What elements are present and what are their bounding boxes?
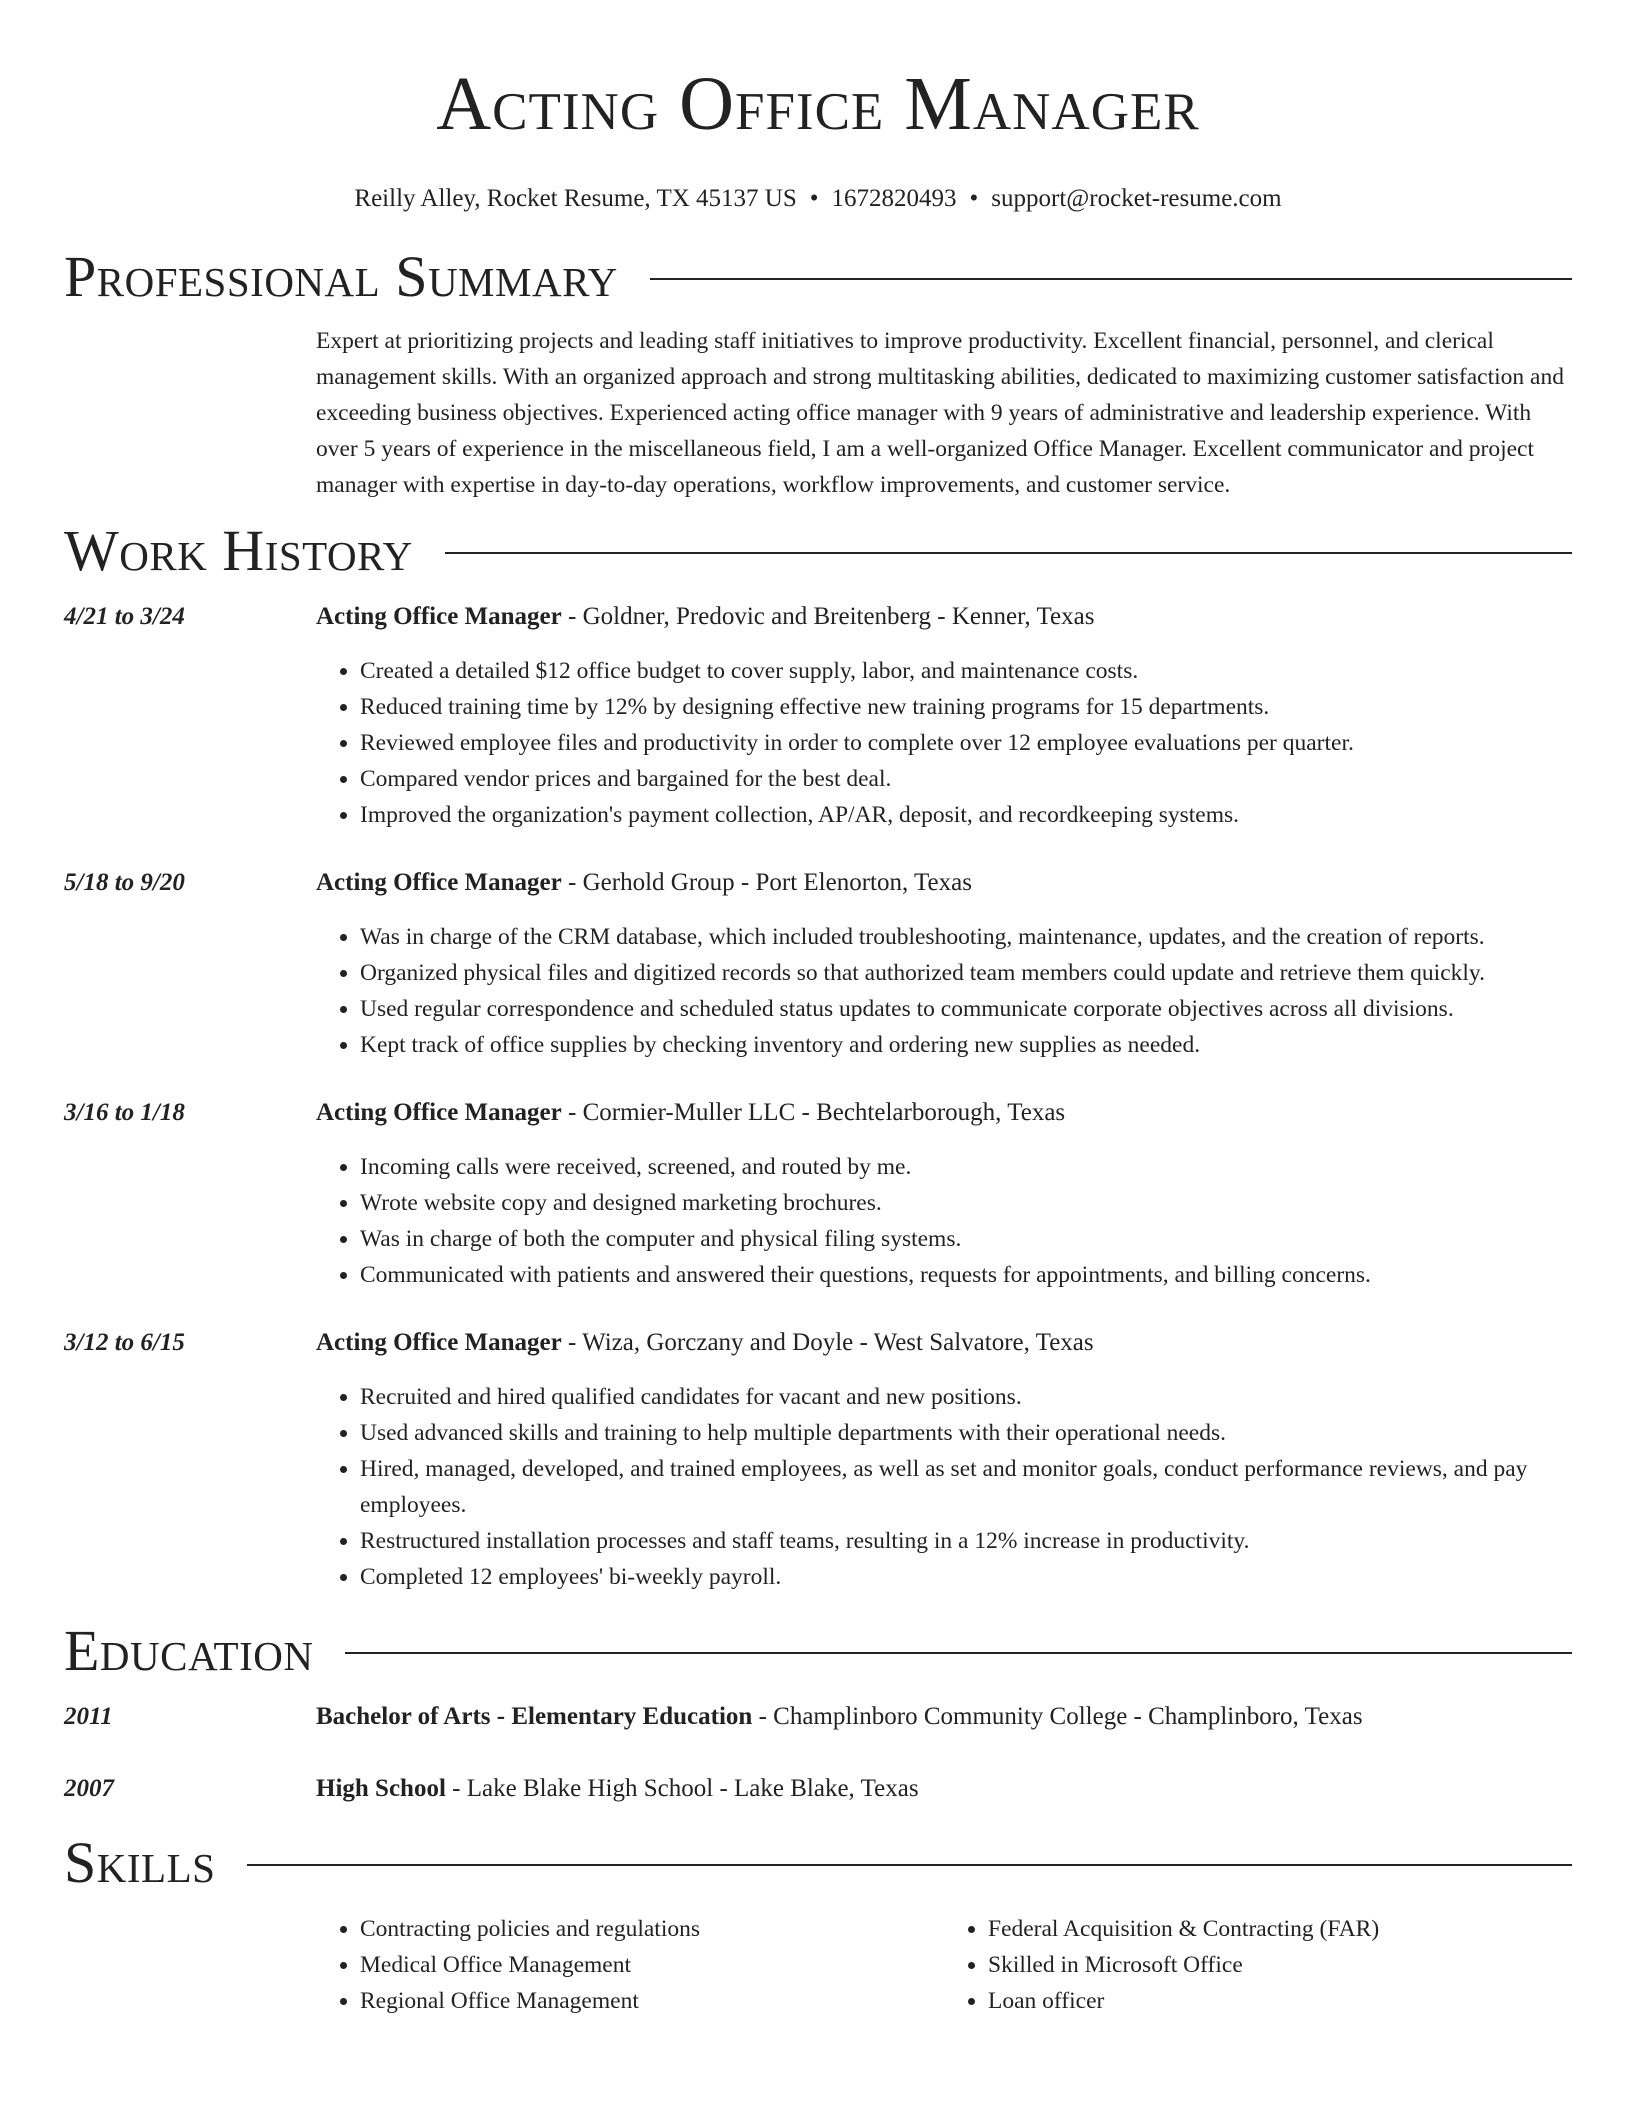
education-year: 2007 <box>64 1775 114 1802</box>
job-bullet: • Used regular correspondence and scheduled status updates to communicate corporate objectives across all divisions. <box>360 991 1572 1027</box>
education-degree: High School <box>316 1775 446 1802</box>
work-history-heading: Work History <box>64 518 413 583</box>
education-entry <box>64 1699 1572 1735</box>
job-details: - Gerhold Group - Port Elenorton, Texas <box>561 869 972 896</box>
skills-section-header <box>64 1831 1572 1895</box>
skill-item: • Loan officer <box>988 1983 1572 2019</box>
education-entry <box>64 1771 1572 1807</box>
job-entry <box>64 865 1572 1063</box>
summary-text: Expert at prioritizing projects and leading staff initiatives to improve productivity. Excellent financial, personnel, and clerical management skills. With an organized approach and strong multitasking abilities, dedicated to maximizing customer satisfaction and exceeding business objectives. Experienced acting office manager with 9 years of administrative and leadership experience. With over 5 years of experience in the miscellaneous field, I am a well-organized Office Manager. Excellent communicator and project manager with expertise in day-to-day operations, workflow improvements, and customer service. <box>316 328 1564 498</box>
job-header <box>316 1095 1572 1131</box>
job-bullet: • Was in charge of both the computer and physical filing systems. <box>360 1221 1572 1257</box>
job-dates: 5/18 to 9/20 <box>64 869 185 896</box>
job-details: - Wiza, Gorczany and Doyle - West Salvatore, Texas <box>561 1329 1094 1356</box>
job-bullet: • Created a detailed $12 office budget to cover supply, labor, and maintenance costs. <box>360 653 1572 689</box>
job-bullet: • Used advanced skills and training to help multiple departments with their operational needs. <box>360 1415 1572 1451</box>
skill-item: • Regional Office Management <box>360 1983 944 2019</box>
job-entry <box>64 1325 1572 1595</box>
job-header <box>316 599 1572 635</box>
job-bullets <box>316 1379 1572 1595</box>
skills-column-right <box>944 1911 1572 2019</box>
job-details: - Cormier-Muller LLC - Bechtelarborough, Texas <box>561 1099 1066 1126</box>
job-role: Acting Office Manager <box>316 1329 562 1356</box>
job-role: Acting Office Manager <box>316 869 562 896</box>
skills-heading: Skills <box>64 1830 216 1895</box>
job-entry <box>64 599 1572 833</box>
resume-title: Acting Office Manager <box>436 62 1200 146</box>
resume-page <box>64 0 1572 2019</box>
job-role: Acting Office Manager <box>316 603 562 630</box>
job-bullet: • Communicated with patients and answered their questions, requests for appointments, and billing concerns. <box>360 1257 1572 1293</box>
job-bullet: • Kept track of office supplies by checking inventory and ordering new supplies as needed. <box>360 1027 1572 1063</box>
skill-item: • Federal Acquisition & Contracting (FAR) <box>988 1911 1572 1947</box>
education-details: - Champlinboro Community College - Champlinboro, Texas <box>752 1703 1363 1730</box>
work-history-section-header <box>64 519 1572 583</box>
contact-phone: 1672820493 <box>831 185 957 212</box>
job-entry <box>64 1095 1572 1293</box>
job-dates: 4/21 to 3/24 <box>64 603 185 630</box>
education-details: - Lake Blake High School - Lake Blake, Texas <box>445 1775 919 1802</box>
job-bullet: • Compared vendor prices and bargained for the best deal. <box>360 761 1572 797</box>
job-bullets <box>316 919 1572 1063</box>
section-divider <box>445 552 1572 554</box>
summary-section-header <box>64 245 1572 309</box>
contact-separator: • <box>969 185 979 212</box>
education-year: 2011 <box>64 1703 113 1730</box>
job-bullet: • Reviewed employee files and productivity in order to complete over 12 employee evaluations per quarter. <box>360 725 1572 761</box>
skills-column-left <box>316 1911 944 2019</box>
job-dates: 3/16 to 1/18 <box>64 1099 185 1126</box>
education-header <box>316 1771 1572 1807</box>
job-bullets <box>316 653 1572 833</box>
job-header <box>316 865 1572 901</box>
skill-item: • Medical Office Management <box>360 1947 944 1983</box>
job-bullet: • Reduced training time by 12% by designing effective new training programs for 15 departments. <box>360 689 1572 725</box>
skill-item: • Contracting policies and regulations <box>360 1911 944 1947</box>
skill-item: • Skilled in Microsoft Office <box>988 1947 1572 1983</box>
summary-heading: Professional Summary <box>64 244 618 309</box>
contact-line <box>64 184 1572 214</box>
job-bullet: • Organized physical files and digitized records so that authorized team members could update and retrieve them quickly. <box>360 955 1572 991</box>
job-bullet: • Recruited and hired qualified candidates for vacant and new positions. <box>360 1379 1572 1415</box>
job-dates: 3/12 to 6/15 <box>64 1329 185 1356</box>
job-bullets <box>316 1149 1572 1293</box>
job-bullet: • Wrote website copy and designed marketing brochures. <box>360 1185 1572 1221</box>
skills-grid <box>316 1911 1572 2019</box>
contact-address: Reilly Alley, Rocket Resume, TX 45137 US <box>354 185 797 212</box>
education-section-header <box>64 1619 1572 1683</box>
job-bullet: • Incoming calls were received, screened, and routed by me. <box>360 1149 1572 1185</box>
education-heading: Education <box>64 1618 314 1683</box>
job-header <box>316 1325 1572 1361</box>
job-bullet: • Improved the organization's payment collection, AP/AR, deposit, and recordkeeping systems. <box>360 797 1572 833</box>
job-bullet: • Hired, managed, developed, and trained employees, as well as set and monitor goals, conduct performance reviews, and pay employees. <box>360 1451 1572 1523</box>
education-degree: Bachelor of Arts - Elementary Education <box>316 1703 753 1730</box>
job-details: - Goldner, Predovic and Breitenberg - Kenner, Texas <box>561 603 1095 630</box>
job-bullet: • Was in charge of the CRM database, which included troubleshooting, maintenance, updates, and the creation of reports. <box>360 919 1572 955</box>
section-divider <box>247 1864 1572 1866</box>
section-divider <box>650 278 1572 280</box>
section-divider <box>345 1652 1572 1654</box>
job-bullet: • Completed 12 employees' bi-weekly payroll. <box>360 1559 1572 1595</box>
job-bullet: • Restructured installation processes and staff teams, resulting in a 12% increase in productivity. <box>360 1523 1572 1559</box>
contact-separator: • <box>809 185 819 212</box>
education-header <box>316 1699 1572 1735</box>
contact-email: support@rocket-resume.com <box>991 185 1282 212</box>
job-role: Acting Office Manager <box>316 1099 562 1126</box>
